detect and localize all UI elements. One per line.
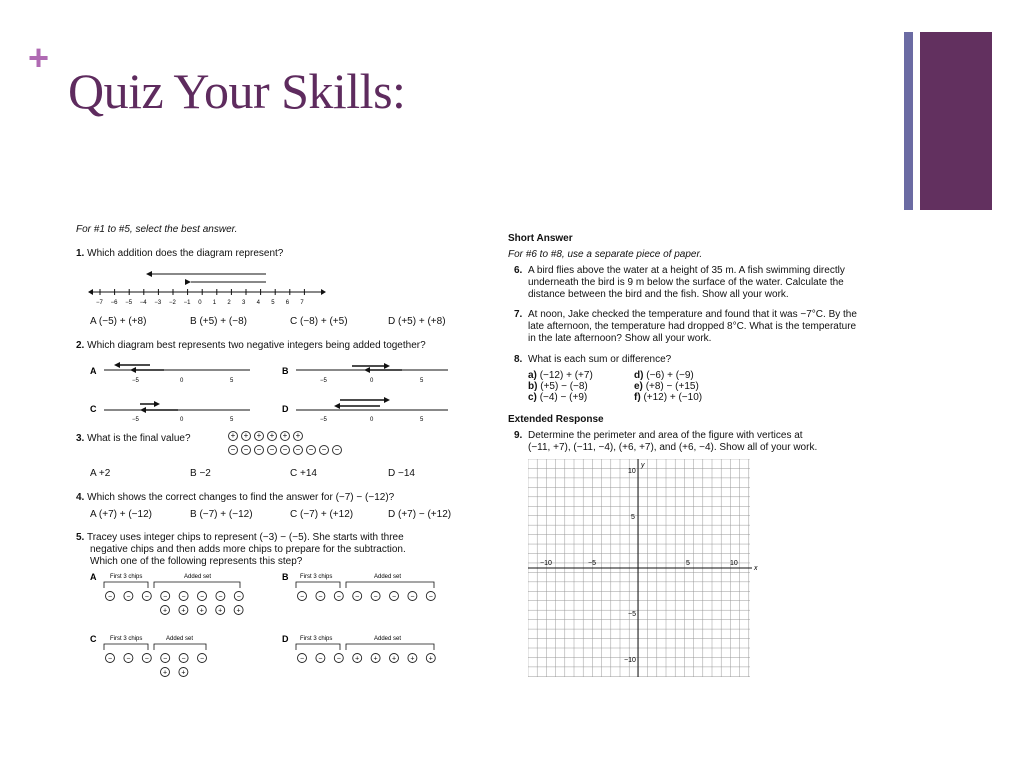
question-8 xyxy=(516,354,888,366)
negative-chip: − xyxy=(241,445,251,455)
question-text: What is each sum or difference? xyxy=(528,354,672,365)
chip-sign: − xyxy=(391,593,397,601)
item-label: c) xyxy=(528,392,537,403)
positive-chip: + xyxy=(228,431,238,441)
answer-option[interactable]: C (−7) + (+12) xyxy=(290,509,354,520)
chip-sign: − xyxy=(181,655,186,663)
chip-sign: + xyxy=(236,607,241,615)
option-letter: C xyxy=(90,634,97,644)
option-letter: B xyxy=(282,572,289,582)
tick-label: −3 xyxy=(154,300,162,306)
question-text: negative chips and then adds more chips to prepare for the subtraction. xyxy=(90,544,406,555)
y-tick-label: −10 xyxy=(624,657,636,664)
x-tick-label: 10 xyxy=(730,560,738,567)
question-text: late afternoon, the temperature had dropped 8°C. What is the temperature xyxy=(528,321,857,332)
question-3 xyxy=(76,433,191,445)
q2-diagrams xyxy=(90,360,464,422)
chip-sign: − xyxy=(355,593,360,601)
question-text: (−11, +7), (−11, −4), (+6, +7), and (+6, −4). Show all of your work. xyxy=(528,442,818,453)
item-expression: (−4) − (+9) xyxy=(539,392,588,403)
tick-label: 5 xyxy=(420,417,424,422)
section-heading: Short Answer xyxy=(508,233,573,244)
tick-label: 0 xyxy=(370,417,374,422)
tick-label: 0 xyxy=(180,417,184,422)
option-letter: A xyxy=(90,366,97,376)
item-expression: (+8) − (+15) xyxy=(645,381,699,392)
chip-group-label: First 3 chips xyxy=(300,574,333,580)
positive-chip: + xyxy=(267,431,277,441)
negative-chip: − xyxy=(267,445,277,455)
accent-bar-thin xyxy=(904,32,913,210)
chip-sign: − xyxy=(218,593,223,601)
tick-label: 6 xyxy=(285,300,290,306)
tick-label: 5 xyxy=(271,300,275,306)
chip-sign: + xyxy=(199,607,204,615)
q3-chips xyxy=(228,430,345,456)
tick-label: 3 xyxy=(242,300,246,306)
question-number: 7. xyxy=(514,309,523,320)
question-text: Tracey uses integer chips to represent (−3) − (−5). She starts with three xyxy=(86,532,404,543)
chip-group-label: Added set xyxy=(374,574,402,580)
question-text: Which one of the following represents this step? xyxy=(90,556,303,567)
question-text: distance between the bird and the fish. Show all your work. xyxy=(528,289,789,300)
chip-sign: − xyxy=(126,655,131,663)
question-number: 6. xyxy=(514,265,523,276)
tick-label: 1 xyxy=(212,300,217,306)
tick-label: −5 xyxy=(132,378,139,384)
positive-chip: + xyxy=(293,431,303,441)
question-text: in the late afternoon? Show all your work. xyxy=(528,333,712,344)
positive-chip: + xyxy=(280,431,290,441)
answer-option[interactable]: B (−7) + (−12) xyxy=(190,509,253,520)
x-tick-label: −5 xyxy=(588,560,596,567)
chip-sign: + xyxy=(181,669,186,677)
chip-sign: − xyxy=(107,655,113,663)
question-4 xyxy=(76,492,394,504)
item-expression: (+5) − (−8) xyxy=(540,381,588,392)
question-text: What is the final value? xyxy=(87,433,191,444)
negative-chip: − xyxy=(228,445,238,455)
question-number: 8. xyxy=(514,354,523,365)
tick-label: −7 xyxy=(96,300,103,306)
positive-chip: + xyxy=(254,431,264,441)
negative-chip: − xyxy=(280,445,290,455)
item-expression: (−6) + (−9) xyxy=(646,370,694,381)
item-expression: (−12) + (+7) xyxy=(539,370,593,381)
chip-sign: − xyxy=(318,655,323,663)
question-text: At noon, Jake checked the temperature and found that it was −7°C. By the xyxy=(528,309,857,320)
chip-sign: − xyxy=(336,593,341,601)
negative-chip: − xyxy=(306,445,316,455)
y-tick-label: 10 xyxy=(628,468,636,475)
chip-group-label: First 3 chips xyxy=(110,574,143,580)
option-letter: A xyxy=(90,572,97,582)
question-text: Determine the perimeter and area of the figure with vertices at xyxy=(528,430,803,441)
option-letter: C xyxy=(90,404,97,414)
chip-sign: + xyxy=(181,607,186,615)
answer-option[interactable]: D (+5) + (+8) xyxy=(388,316,446,327)
section-heading: Extended Response xyxy=(508,414,604,425)
answer-option[interactable]: C +14 xyxy=(290,468,317,479)
tick-label: −5 xyxy=(132,417,139,422)
question-text: Which shows the correct changes to find the answer for (−7) − (−12)? xyxy=(87,492,395,503)
tick-label: −1 xyxy=(183,300,191,306)
item-label: b) xyxy=(528,381,538,392)
tick-label: 5 xyxy=(230,417,234,422)
chip-sign: + xyxy=(162,669,168,677)
tick-label: −5 xyxy=(320,417,327,422)
chip-group-label: Added set xyxy=(374,636,402,642)
tick-label: 2 xyxy=(227,300,231,306)
chip-group-label: First 3 chips xyxy=(300,636,333,642)
y-tick-label: 5 xyxy=(631,514,635,521)
chip-sign: − xyxy=(144,655,149,663)
tick-label: −2 xyxy=(169,300,176,306)
answer-option[interactable]: B −2 xyxy=(190,468,211,479)
coordinate-grid xyxy=(528,459,764,677)
negative-chip: − xyxy=(254,445,264,455)
chip-sign: + xyxy=(428,655,433,663)
slide-title: Quiz Your Skills: xyxy=(68,63,406,119)
chip-sign: − xyxy=(299,593,305,601)
option-letter: D xyxy=(282,404,289,414)
tick-label: −4 xyxy=(139,300,147,306)
answer-option[interactable]: D (+7) − (+12) xyxy=(388,509,452,520)
chip-sign: + xyxy=(373,655,378,663)
chip-sign: − xyxy=(428,593,433,601)
item-expression: (+12) + (−10) xyxy=(643,392,703,403)
tick-label: −5 xyxy=(320,378,327,384)
question-text: Which addition does the diagram represent? xyxy=(87,248,284,259)
question-text: underneath the bird is 9 m below the surface of the water. Calculate the xyxy=(528,277,844,288)
tick-label: 0 xyxy=(370,378,374,384)
chip-group-label: First 3 chips xyxy=(110,636,143,642)
question-6 xyxy=(516,265,888,301)
tick-label: 7 xyxy=(300,300,304,306)
tick-label: 5 xyxy=(420,378,424,384)
negative-chip: − xyxy=(319,445,329,455)
answer-option[interactable]: B (+5) + (−8) xyxy=(190,316,247,327)
q1-number-line xyxy=(88,266,328,306)
chip-sign: − xyxy=(318,593,323,601)
chip-row-negative xyxy=(228,444,345,456)
tick-label: −6 xyxy=(110,300,118,306)
chip-sign: + xyxy=(355,655,360,663)
item-label: a) xyxy=(528,370,537,381)
chip-sign: − xyxy=(126,593,131,601)
option-letter: D xyxy=(282,634,289,644)
negative-chip: − xyxy=(293,445,303,455)
chip-sign: + xyxy=(410,655,415,663)
question-number: 9. xyxy=(514,430,523,441)
tick-label: 5 xyxy=(230,378,234,384)
y-axis-label: y xyxy=(641,462,645,469)
question-2 xyxy=(76,340,426,352)
chip-sign: − xyxy=(236,593,241,601)
answer-option[interactable]: A (−5) + (+8) xyxy=(90,316,147,327)
option-letter: B xyxy=(282,366,289,376)
chip-row-positive xyxy=(228,430,345,442)
worksheet-left xyxy=(76,224,464,694)
chip-sign: − xyxy=(181,593,186,601)
worksheet-right xyxy=(508,233,898,683)
question-7 xyxy=(516,309,888,345)
question-number: 4. xyxy=(76,492,85,503)
chip-sign: + xyxy=(162,607,168,615)
question-5 xyxy=(76,532,404,544)
x-tick-label: 5 xyxy=(686,560,690,567)
tick-label: 0 xyxy=(198,300,202,306)
chip-sign: + xyxy=(391,655,397,663)
plus-bullet-icon: + xyxy=(28,37,50,78)
chip-sign: + xyxy=(218,607,223,615)
question-text: A bird flies above the water at a height of 35 m. A fish swimming directly xyxy=(528,265,845,276)
chip-sign: − xyxy=(199,593,205,601)
chip-sign: − xyxy=(107,593,113,601)
question-text: Which diagram best represents two negative integers being added together? xyxy=(87,340,426,351)
chip-sign: − xyxy=(299,655,305,663)
chip-sign: − xyxy=(163,655,168,663)
question-9 xyxy=(516,430,888,454)
chip-sign: − xyxy=(144,593,149,601)
positive-chip: + xyxy=(241,431,251,441)
chip-sign: − xyxy=(410,593,415,601)
chip-sign: − xyxy=(373,593,378,601)
answer-option[interactable]: D −14 xyxy=(388,468,415,479)
chip-group-label: Added set xyxy=(166,636,194,642)
y-tick-label: −5 xyxy=(628,611,636,618)
item-label: d) xyxy=(634,370,644,381)
chip-sign: − xyxy=(336,655,341,663)
question-number: 1. xyxy=(76,248,85,259)
q5-chip-options xyxy=(90,570,464,686)
item-label: f) xyxy=(634,392,641,403)
question-1 xyxy=(76,248,283,260)
tick-label: 0 xyxy=(180,378,184,384)
instructions: For #1 to #5, select the best answer. xyxy=(76,224,238,235)
answer-option[interactable]: A +2 xyxy=(90,468,111,479)
accent-bar-block xyxy=(920,32,992,210)
answer-option[interactable]: A (+7) + (−12) xyxy=(90,509,152,520)
chip-group-label: Added set xyxy=(184,574,212,580)
question-number: 3. xyxy=(76,433,85,444)
tick-label: −5 xyxy=(125,300,133,306)
tick-label: 4 xyxy=(256,300,260,306)
chip-sign: − xyxy=(163,593,168,601)
negative-chip: − xyxy=(332,445,342,455)
item-label: e) xyxy=(634,381,643,392)
x-axis-label: x xyxy=(754,565,758,572)
chip-sign: − xyxy=(199,655,205,663)
question-number: 2. xyxy=(76,340,85,351)
x-tick-label: −10 xyxy=(540,560,552,567)
question-number: 5. xyxy=(76,532,85,543)
answer-option[interactable]: C (−8) + (+5) xyxy=(290,316,348,327)
instructions: For #6 to #8, use a separate piece of paper. xyxy=(508,249,703,260)
